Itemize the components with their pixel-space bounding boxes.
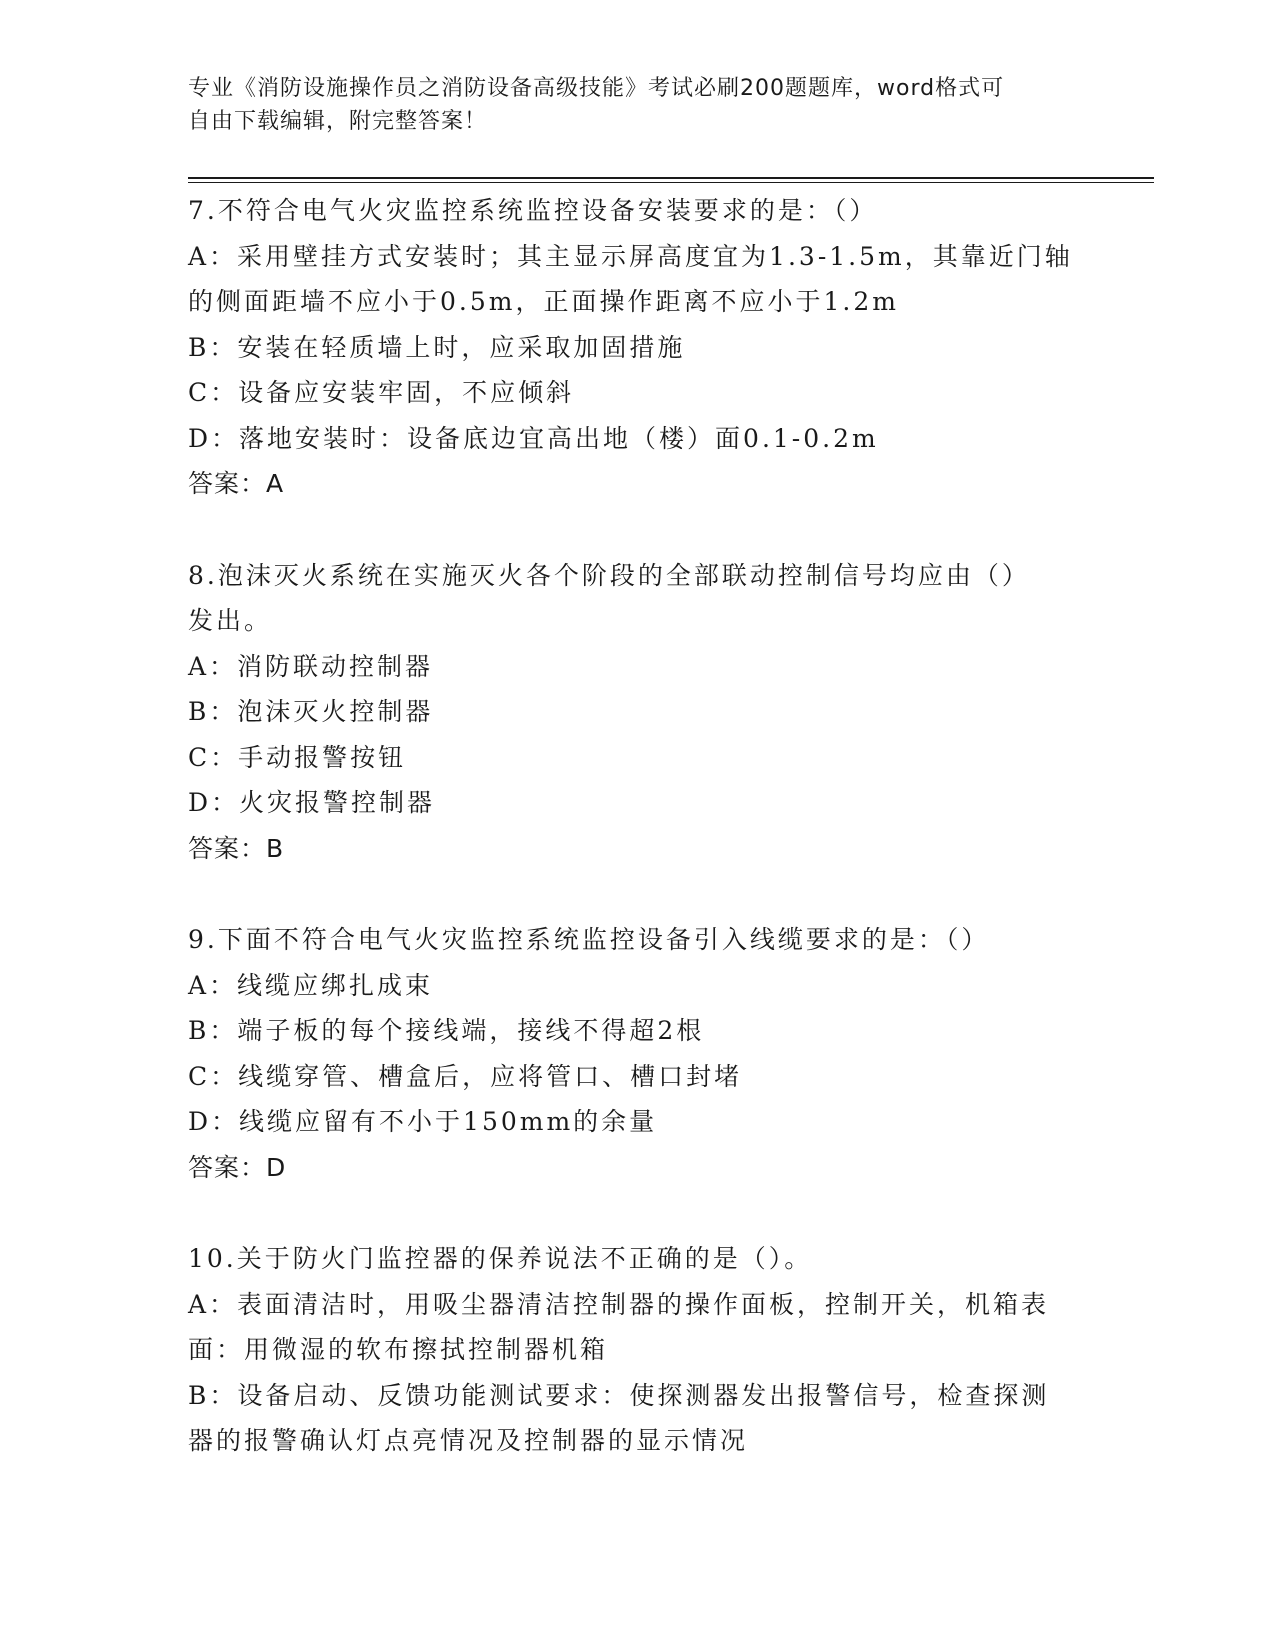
answer-option: A：消防联动控制器 <box>188 651 434 681</box>
question-stem: 8.泡沫灭火系统在实施灭火各个阶段的全部联动控制信号均应由（） <box>188 560 1030 590</box>
answer-option: 的侧面距墙不应小于0.5m，正面操作距离不应小于1.2m <box>188 287 899 316</box>
answer-option: D：火灾报警控制器 <box>188 788 436 817</box>
answer-key: 答案：D <box>188 1152 287 1182</box>
answer-option: D：线缆应留有不小于150mm的余量 <box>188 1107 658 1136</box>
question-block <box>188 1236 1088 1464</box>
header-line-2: 自由下载编辑，附完整答案！ <box>188 109 488 134</box>
answer-option: B：泡沫灭火控制器 <box>188 697 434 726</box>
answer-option: A：采用壁挂方式安装时；其主显示屏高度宜为1.3-1.5m，其靠近门轴 <box>188 241 1073 271</box>
header-divider-thin <box>188 182 1154 183</box>
answer-option: C：设备应安装牢固，不应倾斜 <box>188 378 575 407</box>
header-line-1: 专业《消防设施操作员之消防设备高级技能》考试必刷200题题库，word格式可 <box>188 76 1005 101</box>
answer-option: C：手动报警按钮 <box>188 742 407 772</box>
answer-option: 器的报警确认灯点亮情况及控制器的显示情况 <box>188 1426 749 1455</box>
answer-option: C：线缆穿管、槽盒后，应将管口、槽口封堵 <box>188 1061 743 1091</box>
question-stem: 7.不符合电气火灾监控系统监控设备安装要求的是：（） <box>188 196 878 225</box>
header-divider-thick <box>188 177 1154 179</box>
document-header <box>188 72 1088 138</box>
answer-option: D：落地安装时：设备底边宜高出地（楼）面0.1-0.2m <box>188 423 879 453</box>
question-stem: 发出。 <box>188 606 273 635</box>
question-stem: 9.下面不符合电气火灾监控系统监控设备引入线缆要求的是：（） <box>188 925 990 954</box>
answer-option: A：表面清洁时，用吸尘器清洁控制器的操作面板，控制开关，机箱表 <box>188 1289 1050 1319</box>
answer-option: B：设备启动、反馈功能测试要求：使探测器发出报警信号，检查探测 <box>188 1380 1050 1410</box>
answer-key: 答案：A <box>188 469 285 498</box>
answer-option: A：线缆应绑扎成束 <box>188 970 434 1000</box>
answer-key: 答案：B <box>188 833 285 863</box>
question-block <box>188 553 1088 872</box>
answer-option: 面：用微湿的软布擦拭控制器机箱 <box>188 1335 609 1364</box>
answer-option: B：端子板的每个接线端，接线不得超2根 <box>188 1016 705 1045</box>
answer-option: B：安装在轻质墙上时，应采取加固措施 <box>188 332 686 362</box>
question-block <box>188 917 1088 1190</box>
question-stem: 10.关于防火门监控器的保养说法不正确的是（）。 <box>188 1244 813 1273</box>
question-list <box>188 188 1088 1510</box>
question-block <box>188 188 1088 507</box>
